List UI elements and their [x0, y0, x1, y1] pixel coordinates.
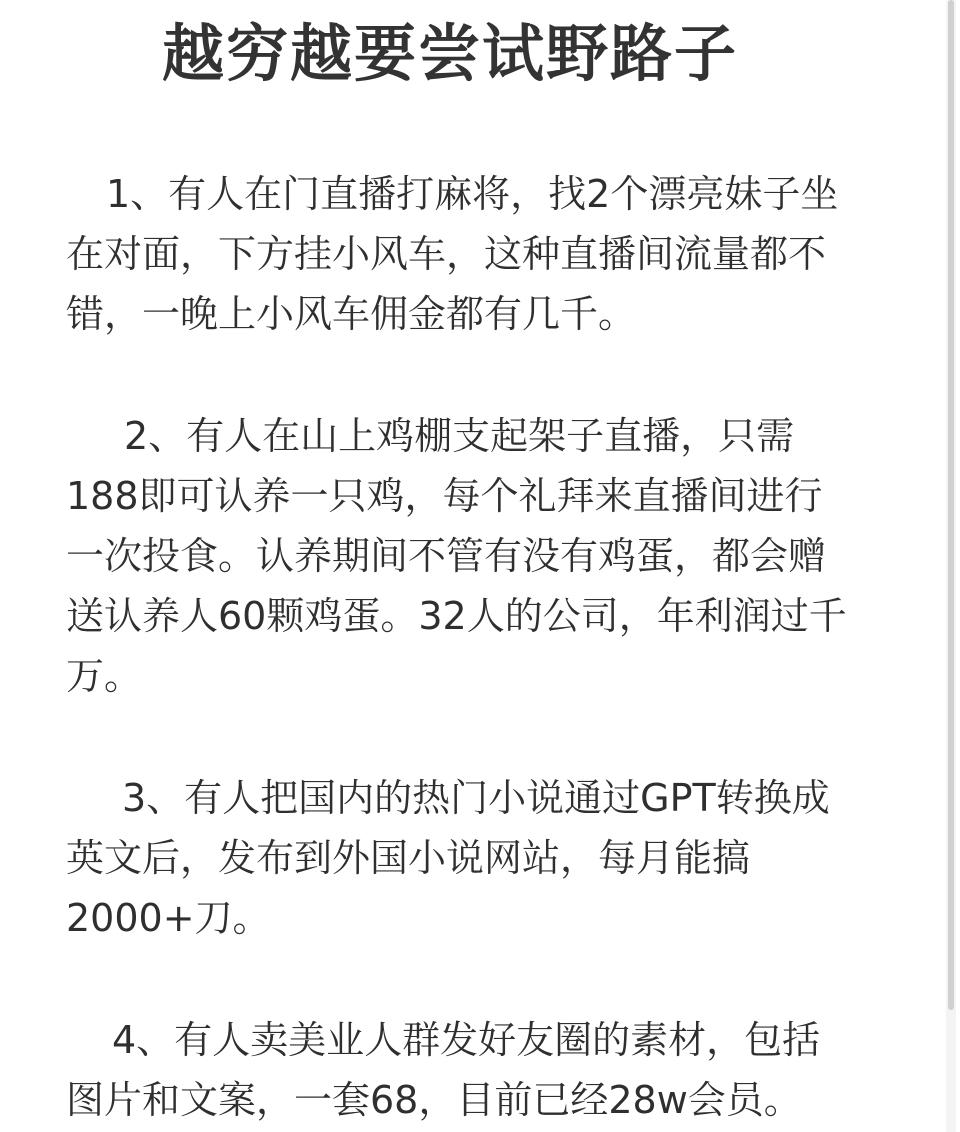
- paragraph-line: 万。: [66, 654, 143, 698]
- paragraph-line: 错，一晚上小风车佣金都有几千。: [66, 292, 637, 336]
- paragraph-line: 1、有人在门直播打麻将，找2个漂亮妹子坐: [106, 172, 839, 216]
- scrollbar[interactable]: [946, 0, 956, 1132]
- paragraph-line: 在对面，下方挂小风车，这种直播间流量都不: [66, 232, 827, 276]
- paragraph-line: 3、有人把国内的热门小说通过GPT转换成: [122, 776, 830, 820]
- scrollbar-thumb[interactable]: [948, 0, 954, 1010]
- paragraph-line: 一次投食。认养期间不管有没有鸡蛋，都会赠: [66, 534, 827, 578]
- paragraph-line: 2、有人在山上鸡棚支起架子直播，只需: [124, 414, 795, 458]
- paragraph-line: 英文后，发布到外国小说网站，每月能搞: [66, 836, 751, 880]
- paragraph-1: [66, 164, 838, 344]
- paragraph-line: 4、有人卖美业人群发好友圈的素材，包括: [112, 1018, 821, 1062]
- paragraph-3: [66, 768, 830, 948]
- paragraph-line: 2000+刀。: [66, 896, 271, 940]
- page-title: 越穷越要尝试野路子: [161, 17, 738, 90]
- paragraph-line: 188即可认养一只鸡，每个礼拜来直播间进行: [66, 474, 823, 518]
- paragraph-4: [66, 1010, 820, 1130]
- paragraph-line: 送认养人60颗鸡蛋。32人的公司，年利润过千: [66, 594, 847, 638]
- paragraph-line: 图片和文案，一套68，目前已经28w会员。: [66, 1078, 802, 1122]
- paragraph-2: [66, 406, 847, 706]
